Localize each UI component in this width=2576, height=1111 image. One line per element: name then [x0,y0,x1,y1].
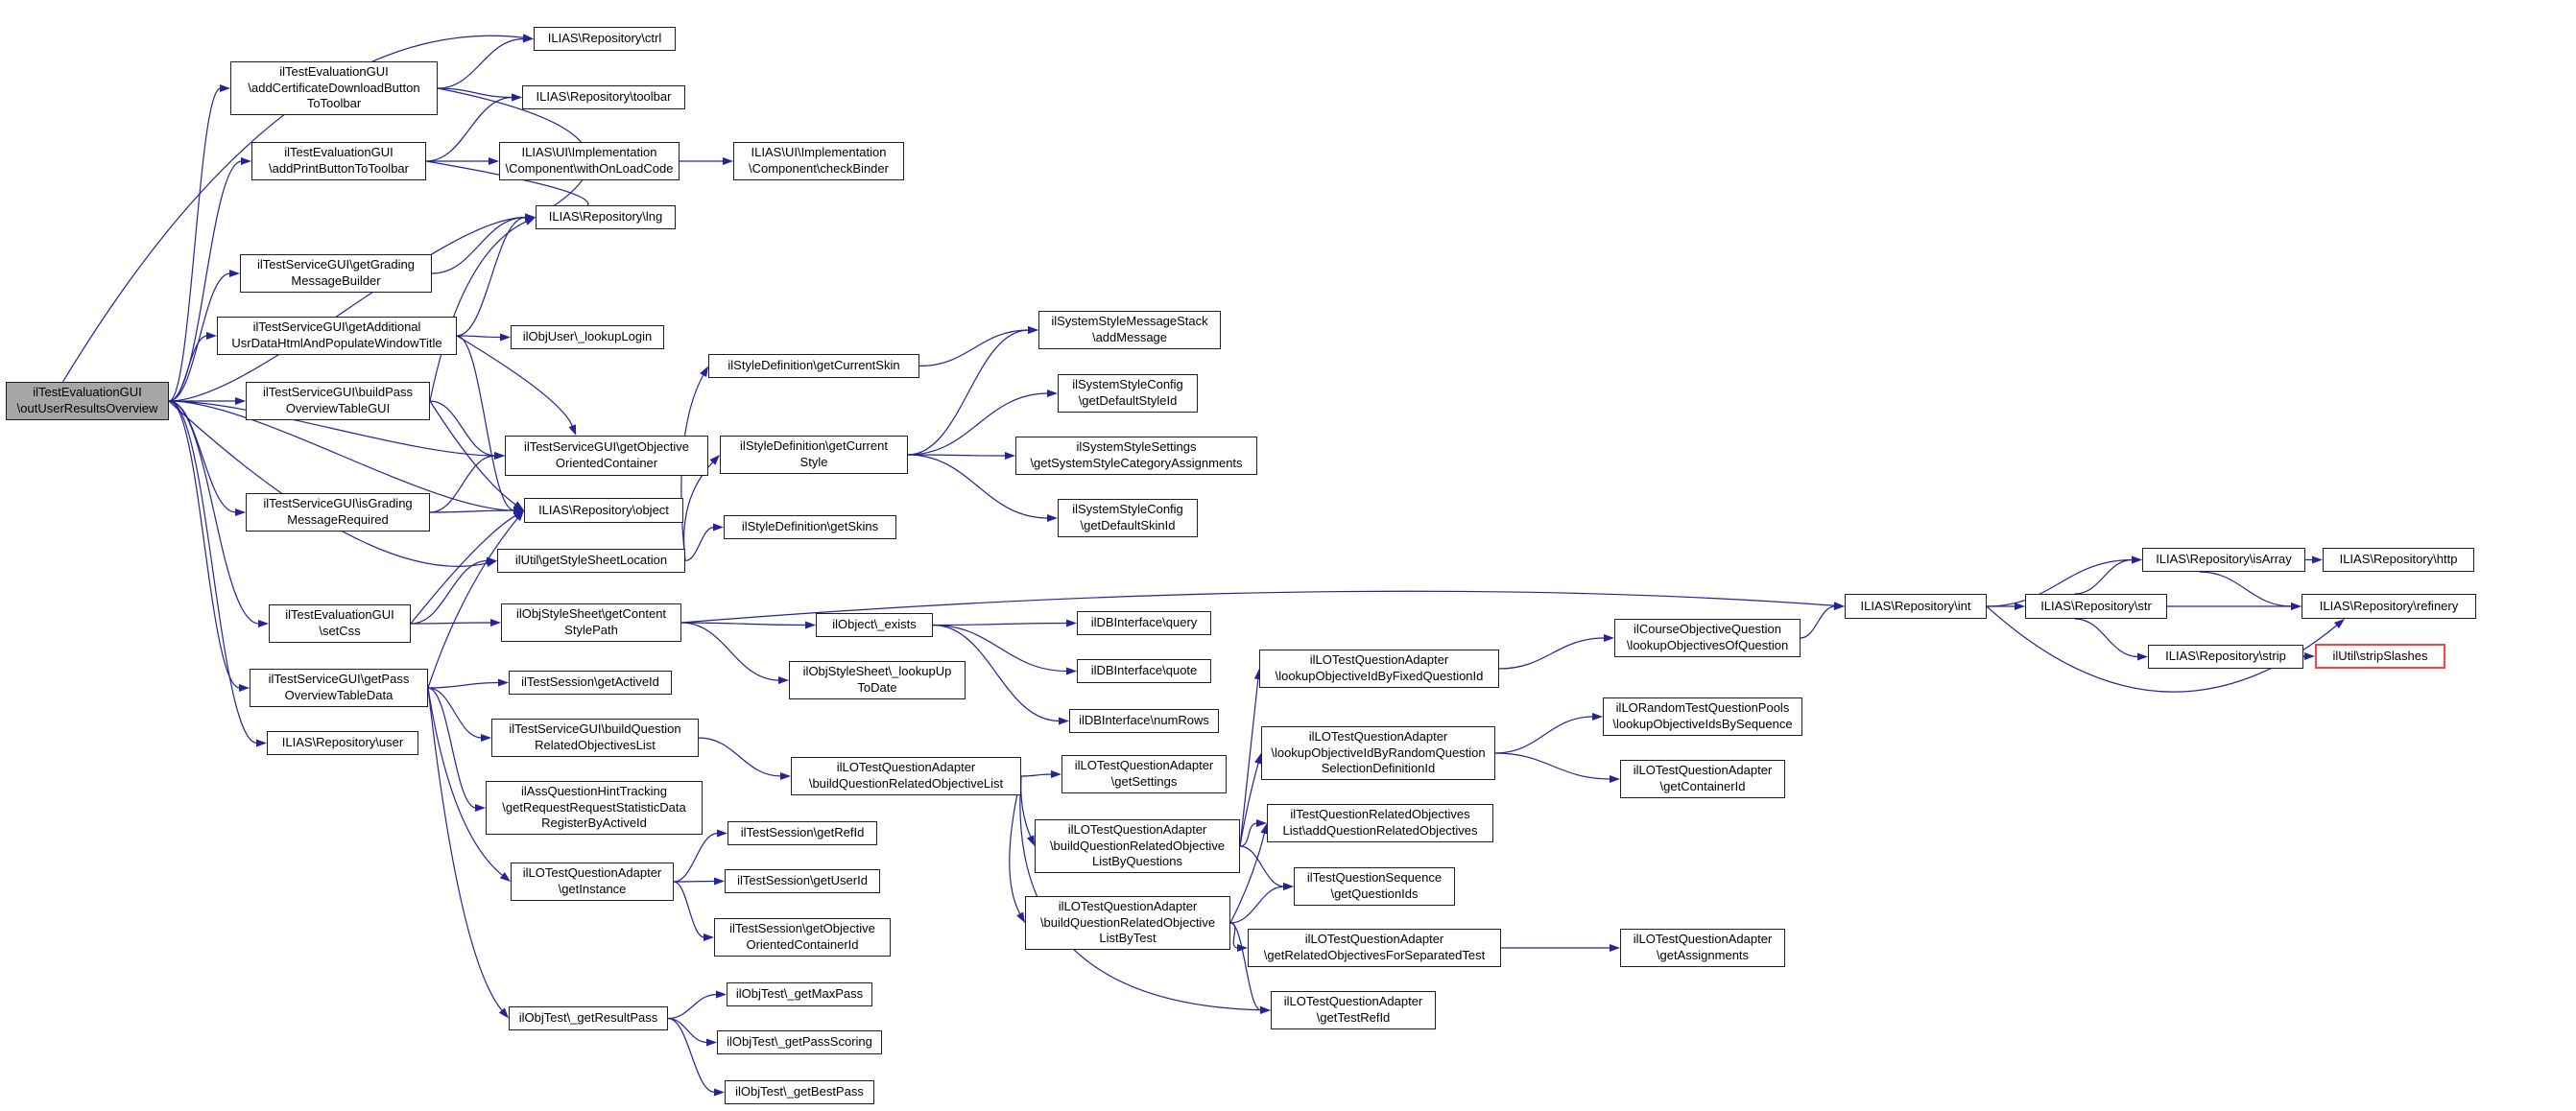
arrowhead-icon [220,84,230,92]
arrowhead-icon [1028,326,1038,334]
arrowhead-icon [241,157,251,165]
node-label-line: ilObjStyleSheet\_lookupUp [802,664,952,679]
node-label-line: \addCertificateDownloadButton [248,80,420,95]
node-label-line: ILIAS\Repository\int [1860,598,1971,613]
call-edge-bytest-relsep [1230,923,1238,948]
call-edge-buildpass-ooc [430,401,495,456]
node-label-line: \getDefaultSkinId [1080,518,1176,532]
call-edge-root-addusr [169,336,207,401]
node-label-line: ILIAS\Repository\ctrl [547,31,662,46]
arrowhead-icon [1610,944,1620,952]
call-edge-passdata-activeid [428,683,499,689]
node-quote[interactable] [1077,659,1211,683]
arrowhead-icon [1066,620,1077,627]
node-label-line: \getDefaultStyleId [1078,393,1178,408]
node-stripslashes[interactable] [2315,644,2445,669]
node-addmsg[interactable] [1038,311,1221,349]
node-label-line: ilObjUser\_lookupLogin [522,329,653,344]
node-onload[interactable] [499,142,680,180]
arrowhead-icon [1005,452,1015,460]
arrowhead-icon [1047,514,1058,522]
node-label-line: ilTestQuestionRelatedObjectives [1290,807,1470,822]
node-label-line: ilTestServiceGUI\getAdditional [252,319,421,335]
node-label-line: ilDBInterface\query [1090,615,1198,630]
arrowhead-icon [1260,1006,1271,1014]
call-edge-isarray-refinery [2200,572,2293,606]
node-label-line: RelatedObjectivesList [535,738,656,752]
node-resultpass[interactable] [509,1006,668,1030]
node-label-line: ilLOTestQuestionAdapter [1304,932,1444,947]
node-relsep[interactable] [1248,929,1501,967]
arrowhead-icon [1059,718,1069,725]
node-isarray[interactable] [2142,548,2305,572]
arrowhead-icon [717,830,727,838]
call-edge-setcss-ssl [411,561,488,625]
node-defskin[interactable] [1058,499,1198,537]
node-maxpass[interactable] [727,982,872,1006]
arrowhead-icon [1604,634,1614,642]
node-label-line: \Component\checkBinder [749,161,889,176]
node-buildqrol_gui[interactable] [491,719,699,757]
node-refinery[interactable] [2302,594,2476,619]
node-label-line: UsrDataHtmlAndPopulateWindowTitle [231,336,442,350]
node-gettestrefid[interactable] [1271,991,1436,1029]
arrowhead-icon [490,619,501,626]
node-user[interactable] [267,731,418,755]
arrowhead-icon [700,366,708,378]
arrowhead-icon [704,934,714,941]
node-buildqrol[interactable] [791,757,1021,795]
node-query[interactable] [1077,611,1211,635]
call-edge-root-passdata [169,401,240,688]
node-label-line: \buildQuestionRelatedObjective [1049,838,1226,853]
arrowhead-icon [239,684,250,692]
call-edge-getinstance-oocid [674,882,704,937]
arrowhead-icon [716,991,727,999]
arrowhead-icon [780,772,791,780]
node-addprint[interactable] [251,142,426,180]
node-label-line: ilObjStyleSheet\getContent [515,606,667,622]
node-label-line: \outUserResultsOverview [16,401,158,415]
node-label-line: \setCss [319,624,361,638]
call-edge-randq-containerid [1495,753,1610,779]
node-lorandom[interactable] [1603,697,1802,736]
node-label-line: ilSystemStyleMessageStack [1051,314,1208,329]
node-addcert[interactable] [230,61,438,115]
node-label-line: ListByTest [1099,931,1157,946]
node-label-line: ilLOTestQuestionAdapter [836,760,976,775]
arrowhead-icon [500,872,511,882]
node-label-line: ilTestServiceGUI\getObjective [524,439,689,455]
node-str[interactable] [2025,594,2167,619]
node-label-line: ilDBInterface\quote [1090,663,1198,678]
node-int[interactable] [1845,594,1987,619]
node-label-line: ilSystemStyleConfig [1072,502,1183,517]
arrowhead-icon [1047,390,1058,397]
node-label-line: ilDBInterface\numRows [1079,713,1209,728]
node-getassign[interactable] [1620,929,1785,967]
node-label-line: ilLOTestQuestionAdapter [1308,729,1448,745]
node-label-line: ILIAS\Repository\str [2040,598,2152,613]
node-label-line: ilStyleDefinition\getCurrentSkin [727,358,900,373]
node-http[interactable] [2323,548,2474,572]
node-label-line: ilTestServiceGUI\getPass [268,672,410,687]
call-edge-csp-exists [681,623,806,626]
node-label-line: ilTestSession\getRefId [740,825,865,840]
node-toolbar[interactable] [522,85,685,109]
node-byq[interactable] [1035,819,1240,873]
node-label-line: ilSystemStyleSettings [1076,439,1197,455]
node-label-line: ILIAS\Repository\user [281,735,404,750]
call-edge-buildqrol-gettestrefid [1020,776,1261,1010]
call-edge-isgrading-object [430,510,514,512]
node-passscoring[interactable] [717,1030,882,1054]
node-label-line: ILIAS\Repository\http [2339,552,2458,567]
node-label-line: \lookupObjectiveIdsBySequence [1612,717,1793,731]
arrowhead-icon [1051,770,1061,778]
call-edge-resultpass-bestpass [668,1019,715,1093]
arrowhead-icon [1066,668,1077,675]
node-label-line: ilTestSession\getActiveId [521,674,659,690]
arrowhead-icon [512,94,522,102]
call-edge-getinstance-getrefid [674,834,718,883]
node-getrefid[interactable] [727,821,877,845]
node-label-line: \lookupObjectiveIdByRandomQuestion [1271,745,1486,760]
arrowhead-icon [1610,775,1620,783]
call-edge-randq-lorandom [1495,717,1593,753]
node-label-line: ilLOTestQuestionAdapter [1633,763,1773,778]
node-label-line: ilTestServiceGUI\isGrading [263,496,413,511]
node-label-line: \getContainerId [1659,779,1746,793]
call-edge-root-user [169,401,257,744]
node-label-line: ilStyleDefinition\getSkins [741,519,879,534]
call-edge-buildpass-object [430,401,516,505]
node-label-line: MessageBuilder [291,273,381,288]
node-label-line: ilStyleDefinition\getCurrent [740,438,888,454]
node-label-line: ilTestQuestionSequence [1306,870,1443,886]
node-label-line: \addPrintButtonToToolbar [269,161,409,176]
call-edge-root-isgrading [169,401,236,512]
node-label-line: ToToolbar [306,96,362,111]
node-label-line: ilTestEvaluationGUI [279,64,389,80]
arrowhead-icon [2137,653,2148,661]
node-activeid[interactable] [509,671,672,695]
node-numrows[interactable] [1069,709,1219,733]
arrowhead-icon [2015,603,2025,610]
arrowhead-icon [206,332,217,340]
arrowhead-icon [500,334,511,342]
call-edge-resultpass-maxpass [668,995,717,1019]
node-label-line: ilTestEvaluationGUI [285,607,394,623]
node-label-line: ilLOTestQuestionAdapter [1074,758,1214,773]
arrowhead-icon [235,397,246,405]
node-label-line: \getSettings [1110,774,1178,789]
call-edge-bytest-getqids [1230,886,1284,923]
node-label-line: ILIAS\Repository\isArray [2156,552,2292,567]
call-edge-buildqrol-bytest [1010,776,1021,914]
call-edge-str-isarray [2075,560,2133,595]
node-object[interactable] [524,498,683,523]
call-edge-csp-uptodate [681,623,779,680]
arrowhead-icon [1592,713,1603,721]
node-label-line: \getTestRefId [1316,1010,1391,1025]
node-label-line: ILIAS\Repository\toolbar [536,89,672,105]
node-grading[interactable] [240,254,432,293]
arrowhead-icon [475,804,486,812]
node-buildpass[interactable] [246,382,430,420]
node-getqids[interactable] [1294,867,1455,906]
arrowhead-icon [778,676,789,684]
node-getinstance[interactable] [511,863,674,901]
call-edge-root-lng [169,218,526,402]
node-label-line: \getInstance [558,882,627,896]
call-edge-buildpass-lng [430,222,527,401]
call-edge-exists-query [933,624,1067,626]
arrowhead-icon [805,622,816,629]
node-label-line: ilObjTest\_getPassScoring [727,1034,872,1050]
node-label-line: ilUtil\stripSlashes [2332,648,2428,663]
node-defstyle[interactable] [1058,374,1198,413]
node-label-line: ilTestEvaluationGUI [33,385,142,400]
arrowhead-icon [2304,652,2315,660]
node-label-line: ilLOTestQuestionAdapter [1309,652,1449,668]
node-csp[interactable] [501,603,681,642]
arrowhead-icon [1283,883,1294,890]
node-label-line: ilUtil\getStyleSheetLocation [514,553,668,568]
arrowhead-icon [568,424,576,436]
node-label-line: List\addQuestionRelatedObjectives [1282,823,1478,838]
node-label-line: Style [799,455,828,469]
node-curskin[interactable] [708,354,919,378]
node-label-line: ilTestSession\getObjective [729,921,875,936]
arrowhead-icon [2334,619,2345,628]
node-label-line: ILIAS\Repository\strip [2165,649,2286,664]
arrowhead-icon [481,734,491,742]
arrowhead-icon [235,508,246,516]
node-label-line: ilTestServiceGUI\buildPass [262,385,414,400]
node-addusr[interactable] [217,317,457,355]
node-label-line: \getRequestRequestStatisticData [502,799,686,815]
arrowhead-icon [714,878,725,886]
arrowhead-icon [1027,835,1035,846]
call-edge-curskin-addmsg [919,330,1029,366]
node-label-line: ILIAS\Repository\lng [548,209,663,225]
node-label-line: ilObject\_exists [832,617,917,632]
node-addqro[interactable] [1267,804,1493,842]
arrowhead-icon [524,218,536,225]
node-bestpass[interactable] [725,1080,874,1104]
node-label-line: \lookupObjectivesOfQuestion [1626,638,1789,652]
node-label-line: ilTestEvaluationGUI [284,145,394,160]
node-exists[interactable] [816,613,933,637]
node-label-line: ilLOTestQuestionAdapter [1058,899,1198,914]
arrowhead-icon [714,1089,725,1097]
node-getskins[interactable] [724,515,896,539]
call-edge-buildqrol-byq [1021,776,1031,838]
call-edge-isgrading-ooc [430,456,495,512]
arrowhead-icon [1016,911,1025,923]
node-setcss[interactable] [269,604,411,643]
node-uptodate[interactable] [789,661,966,699]
node-label-line: ilLORandomTestQuestionPools [1615,700,1790,716]
node-getuserid[interactable] [725,869,880,893]
node-isgrading[interactable] [246,493,430,532]
node-label-line: OverviewTableGUI [285,401,391,415]
node-label-line: ilTestServiceGUI\buildQuestion [509,721,681,737]
node-bytest[interactable] [1025,896,1230,950]
call-edge-curstyle-addmsg [908,330,1029,455]
node-label-line: ilLOTestQuestionAdapter [1283,994,1423,1009]
node-fixedq[interactable] [1259,650,1499,688]
node-label-line: \addMessage [1091,330,1168,344]
node-label-line: StylePath [564,623,618,637]
arrowhead-icon [494,452,505,460]
node-root[interactable] [6,382,169,420]
node-label-line: \getQuestionIds [1330,886,1419,901]
node-label-line: OrientedContainer [555,456,658,470]
call-edge-getinstance-getuserid [674,882,715,883]
node-checkbinder[interactable] [733,142,904,180]
node-label-line: RegisterByActiveId [541,816,647,831]
arrowhead-icon [723,157,733,165]
node-label-line: \getAssignments [1656,948,1750,962]
node-label-line: \getSystemStyleCategoryAssignments [1030,456,1243,470]
node-label-line: ILIAS\UI\Implementation [521,145,657,160]
call-edge-ssl-getskins [685,528,714,561]
node-hint[interactable] [486,781,703,835]
node-getsettings[interactable] [1061,755,1227,793]
node-label-line: ILIAS\Repository\refinery [2319,598,2459,613]
node-label-line: \getRelatedObjectivesForSeparatedTest [1263,948,1486,962]
call-edge-setcss-csp [411,623,491,624]
call-edge-fixedq-courseobj [1499,638,1605,669]
call-edge-addusr-object [457,336,514,510]
call-edge-root-ssl [169,401,488,566]
call-edge-buildqrol_gui-buildqrol [699,738,781,776]
node-label-line: \buildQuestionRelatedObjective [1039,914,1216,930]
call-edge-courseobj-int [1801,606,1835,638]
node-label-line: OverviewTableData [284,688,394,702]
node-label-line: ilObjTest\_getResultPass [518,1010,658,1026]
node-label-line: ILIAS\Repository\object [538,502,669,517]
node-label-line: ToDate [857,680,897,695]
arrowhead-icon [1834,603,1845,610]
arrowhead-icon [2132,556,2142,564]
call-edge-addusr-lookuplogin [457,336,501,338]
arrowhead-icon [498,679,509,687]
node-passdata[interactable] [250,669,428,707]
node-label-line: ilLOTestQuestionAdapter [522,865,662,881]
arrowhead-icon [258,620,269,627]
node-label-line: ilAssQuestionHintTracking [521,784,667,799]
node-label-line: ilTestServiceGUI\getGrading [256,257,415,272]
node-lookuplogin[interactable] [511,325,664,349]
node-label-line: ilLOTestQuestionAdapter [1633,932,1773,947]
node-ctrl[interactable] [534,27,676,51]
arrowhead-icon [523,35,534,43]
arrowhead-icon [706,1039,717,1047]
node-label-line: ILIAS\UI\Implementation [751,145,887,160]
call-edge-resultpass-passscoring [668,1019,707,1043]
node-label-line: ilSystemStyleConfig [1072,377,1183,392]
node-oocid[interactable] [714,918,891,957]
call-edge-addusr-ooc [457,336,573,427]
node-label-line: ListByQuestions [1092,854,1182,869]
node-curstyle[interactable] [720,436,908,474]
arrowhead-icon [499,1008,509,1019]
node-label-line: ilObjTest\_getBestPass [735,1084,864,1099]
node-lng[interactable] [536,205,676,229]
node-label-line: \Component\withOnLoadCode [505,161,674,176]
node-label-line: OrientedContainerId [746,937,859,952]
call-edge-byq-getqids [1240,846,1284,886]
node-label-line: ilCourseObjectiveQuestion [1634,622,1781,637]
node-courseobj[interactable] [1614,619,1801,657]
node-strip[interactable] [2148,645,2303,669]
node-label-line: ilTestSession\getUserId [737,873,868,888]
node-sysassign[interactable] [1015,437,1257,475]
node-label-line: ilObjTest\_getMaxPass [735,986,864,1002]
arrowhead-icon [256,740,267,747]
node-ooc[interactable] [505,436,708,476]
arrowhead-icon [2312,556,2323,564]
call-edge-addcert-ctrl [438,39,524,89]
node-randq[interactable] [1261,726,1495,780]
node-containerid[interactable] [1620,760,1785,798]
node-label-line: \lookupObjectiveIdByFixedQuestionId [1275,669,1484,683]
arrowhead-icon [229,270,240,277]
arrowhead-icon [489,157,499,165]
call-edge-root-addprint [169,161,242,401]
node-label-line: SelectionDefinitionId [1321,761,1436,776]
node-ssl[interactable] [497,549,685,573]
call-edge-buildqrol-getsettings [1021,774,1052,776]
call-edge-str-strip [2075,619,2138,657]
node-label-line: \buildQuestionRelatedObjectiveList [808,776,1004,791]
node-label-line: MessageRequired [287,512,389,527]
arrowhead-icon [713,524,724,532]
arrowhead-icon [2291,603,2302,610]
node-label-line: ilLOTestQuestionAdapter [1067,822,1207,838]
